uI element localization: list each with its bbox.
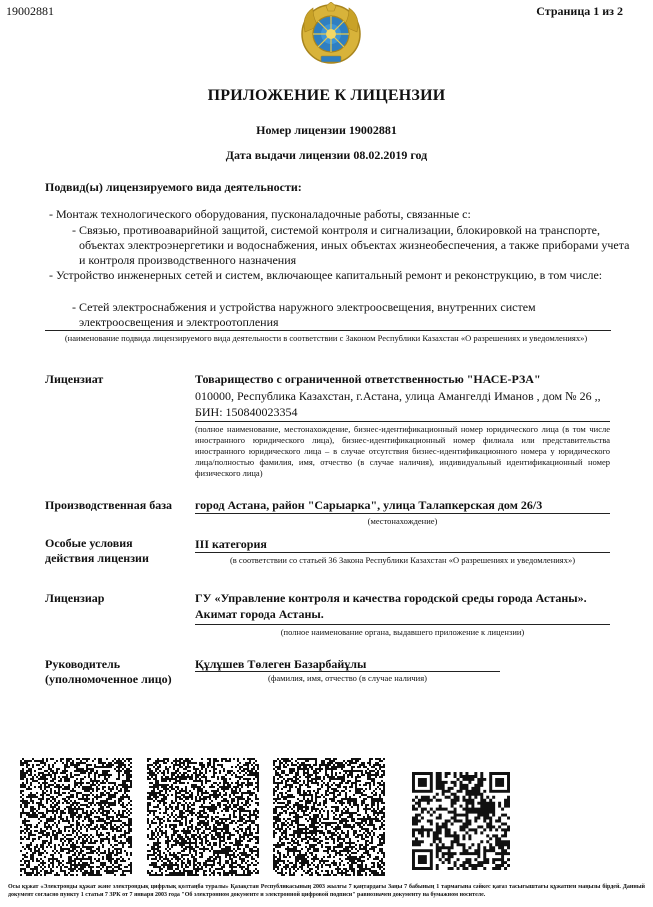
licensee-note: (полное наименование, местонахождение, бизнес-идентификационный номер юридического лица (в том числе иностранного юридического лица), бизнес-идентификационный номер филиала или представительства иностранного юридического лица – в случае отсутствия бизнес-идентификационного номера у юридического лица/полностью фамилия, имя, отчество (в случае наличия), индивидуальный идентификационный номер физического лица): [195, 424, 610, 478]
subtypes-heading: Подвид(ы) лицензируемого вида деятельности:: [45, 180, 302, 194]
head-name: Құлұшев Төлеген Базарбайұлы: [195, 657, 367, 671]
qr-code-icon: [412, 772, 510, 870]
licensee-label: Лицензиат: [45, 372, 104, 386]
head-note: (фамилия, имя, отчество (в случае наличия): [268, 673, 427, 683]
subtypes-note: (наименование подвида лицензируемого вида деятельности в соответствии с Законом Республики Казахстан «О разрешениях и уведомлениях»): [64, 333, 588, 343]
license-issue-date: Дата выдачи лицензии 08.02.2019 год: [225, 148, 428, 162]
special-conditions-label-2: действия лицензии: [45, 551, 149, 565]
licensor-note: (полное наименование органа, выдавшего приложение к лицензии): [280, 627, 525, 637]
production-base-value: город Астана, район "Сарыарка", улица Талапкерская дом 26/3: [195, 498, 543, 512]
head-label-1: Руководитель: [45, 657, 121, 671]
licensor-value-line-2: Акимат города Астаны.: [195, 607, 324, 621]
licensee-divider: [195, 421, 610, 422]
production-base-label: Производственная база: [45, 498, 173, 512]
production-base-divider: [195, 513, 610, 514]
licensor-divider: [195, 624, 610, 625]
licensor-label: Лицензиар: [45, 591, 105, 605]
subtype-item-2-text: Устройство инженерных сетей и систем, включающее капитальный ремонт и реконструкцию, в том числе:: [56, 268, 603, 282]
subtype-item-2: - Устройство инженерных сетей и систем, включающее капитальный ремонт и реконструкцию, в том числе:: [49, 268, 603, 282]
licensee-address: 010000, Республика Казахстан, г.Астана, улица Амангелді Иманов , дом № 26 ,, БИН: 150840023354: [195, 389, 601, 419]
special-conditions-value: III категория: [195, 537, 267, 551]
barcode-icon: [273, 758, 385, 876]
subtypes-divider: [45, 330, 611, 331]
page-indicator: Страница 1 из 2: [536, 4, 623, 18]
document-title: ПРИЛОЖЕНИЕ К ЛИЦЕНЗИИ: [207, 87, 446, 104]
production-base-note: (местонахождение): [367, 516, 438, 526]
special-conditions-note: (в соответствии со статьей 36 Закона Республики Казахстан «О разрешениях и уведомлениях»): [229, 555, 576, 565]
subtype-item-1-sub-text: Связью, противоаварийной защитой, системой контроля и сигнализации, блокировкой на транспорте, объектах электроэнергетики и водоснабжения, иных объектах жизнеобеспечения, а также приборами учета и контроля производственного назначения: [79, 223, 630, 267]
head-divider: [195, 671, 500, 672]
license-number: Номер лицензии 19002881: [256, 123, 397, 137]
subtype-item-1: - Монтаж технологического оборудования, пусконаладочные работы, связанные с:: [49, 207, 471, 221]
document-number: 19002881: [6, 4, 54, 18]
barcode-icon: [147, 758, 259, 876]
subtype-item-2-sub: - Сетей электроснабжения и устройства наружного электроосвещения, внутренних систем электроосвещения и электроотопления: [72, 300, 536, 329]
footer-legal-note: Осы құжат «Электронды құжат және электрондық цифрлық қолтаңба туралы» Қазақстан Республикасының 2003 жылғы 7 қаңтардағы Заңы 7 бабының 1 тармағына сәйкес қағаз тасығыштағы құжатпен маңызы бірдей. Данный документ согласно пункту 1 статьи 7 ЗРК от 7 января 2003 года "Об электронном документе и электронной цифровой подписи" равнозначен документу на бумажном носителе.: [8, 884, 645, 898]
licensee-name: Товарищество с ограниченной ответственностью "НАСЕ-РЗА": [195, 372, 541, 386]
special-conditions-divider: [195, 552, 610, 553]
licensor-value-line-1: ГУ «Управление контроля и качества городской среды города Астаны».: [195, 591, 587, 605]
state-emblem-icon: [299, 2, 363, 66]
subtype-item-2-sub-text: Сетей электроснабжения и устройства наружного электроосвещения, внутренних систем электроосвещения и электроотопления: [79, 300, 536, 329]
head-label-2: (уполномоченное лицо): [45, 672, 172, 686]
subtype-item-1-sub: - Связью, противоаварийной защитой, системой контроля и сигнализации, блокировкой на транспорте, объектах электроэнергетики и водоснабжения, иных объектах жизнеобеспечения, а также приборами учета и контроля производственного назначения: [72, 223, 630, 267]
special-conditions-label-1: Особые условия: [45, 536, 133, 550]
subtype-item-1-text: Монтаж технологического оборудования, пусконаладочные работы, связанные с:: [56, 207, 471, 221]
barcode-icon: [20, 758, 132, 876]
